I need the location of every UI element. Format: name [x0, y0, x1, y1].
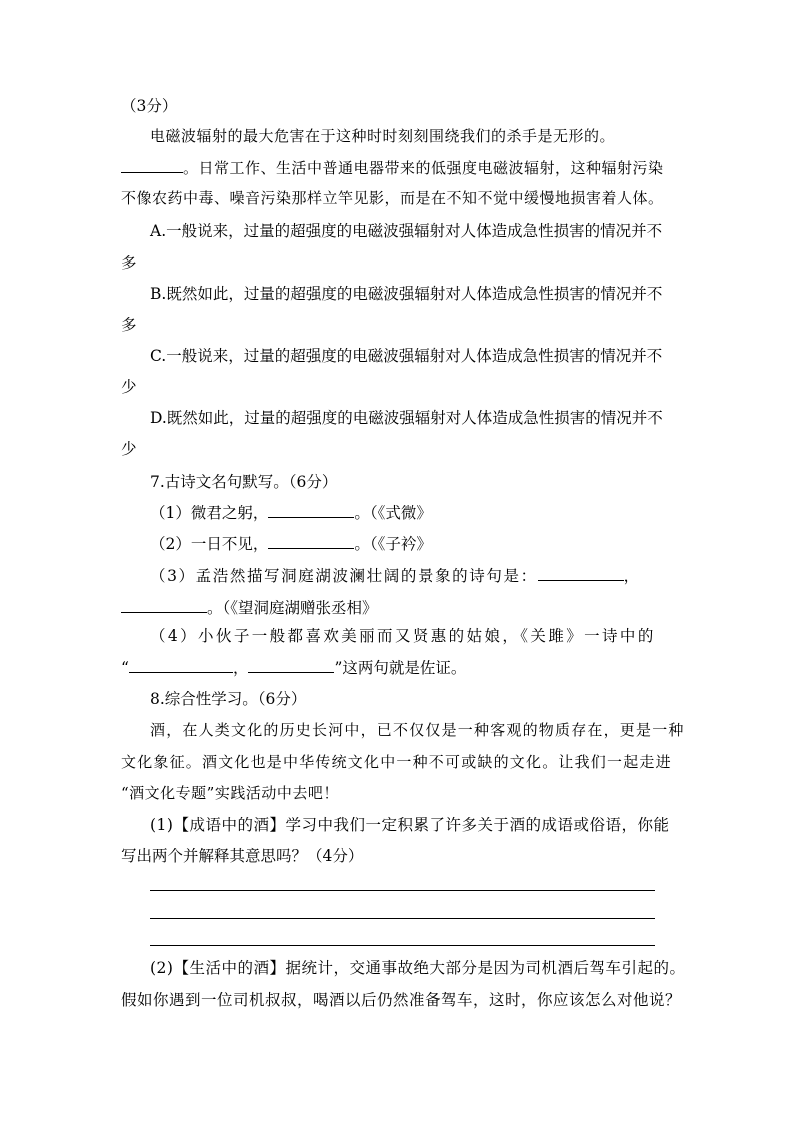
- q7-item4-line1: （4）小伙子一般都喜欢美丽而又贤惠的姑娘，《关雎》一诗中的: [150, 627, 656, 645]
- q7-item4-line2: [121, 657, 466, 678]
- q7-item2-blank[interactable]: [268, 533, 354, 549]
- q7-item2-prefix: （2）一日不见，: [150, 535, 269, 553]
- q7-item3-blank1[interactable]: [538, 565, 624, 581]
- q7-title: 7.古诗文名句默写。（6分）: [150, 473, 338, 491]
- q6-option-c-cont: 少: [121, 378, 137, 396]
- q6-passage-line2-text: 。日常工作、生活中普通电器带来的低强度电磁波辐射，这种辐射污染: [183, 159, 664, 177]
- q6-option-a[interactable]: A.一般说来，过量的超强度的电磁波强辐射对人体造成急性损害的情况并不: [150, 222, 663, 240]
- q7-item4-blank2[interactable]: [248, 657, 334, 673]
- q7-item1-suffix: 。（《式微》: [354, 504, 432, 522]
- q7-item4-comma: ，: [232, 659, 249, 677]
- q8-title: 8.综合性学习。（6分）: [150, 690, 307, 708]
- q7-item4-blank1[interactable]: [129, 657, 233, 673]
- q8-sub1-line2: 写出两个并解释其意思吗？（4分）: [121, 847, 364, 865]
- q6-score: （3分）: [121, 97, 178, 115]
- q6-passage-line3: 不像农药中毒、噪音污染那样立竿见影，而是在不知不觉中缓慢地损害着人体。: [121, 189, 664, 207]
- q6-passage-line1: 电磁波辐射的最大危害在于这种时时刻刻围绕我们的杀手是无形的。: [150, 127, 616, 145]
- q8-sub2-line2: 假如你遇到一位司机叔叔，喝酒以后仍然准备驾车，这时，你应该怎么对他说？: [121, 991, 682, 1009]
- q7-item3-line2: [121, 597, 378, 618]
- q6-passage-line2: [121, 157, 664, 178]
- q6-option-b-cont: 多: [121, 316, 137, 334]
- q6-option-c[interactable]: C.一般说来，过量的超强度的电磁波强辐射对人体造成急性损害的情况并不: [150, 347, 663, 365]
- q7-item3-suffix: 。（《望洞庭湖赠张丞相》: [207, 599, 378, 617]
- q6-option-a-cont: 多: [121, 254, 137, 272]
- q6-option-b[interactable]: B.既然如此，过量的超强度的电磁波强辐射对人体造成急性损害的情况并不: [150, 285, 663, 303]
- q7-item1-prefix: （1）微君之躬，: [150, 504, 269, 522]
- answer-line-2[interactable]: [150, 918, 655, 919]
- q8-intro-line1: 酒，在人类文化的历史长河中，已不仅仅是一种客观的物质存在，更是一种: [150, 721, 685, 739]
- q7-item3-blank2[interactable]: [121, 597, 207, 613]
- q7-item4-suffix: ”这两句就是佐证。: [334, 659, 467, 677]
- q8-sub2-line1: (2)【生活中的酒】据统计，交通事故绝大部分是因为司机酒后驾车引起的。: [150, 959, 686, 977]
- q8-intro-line2: 文化象征。酒文化也是中华传统文化中一种不可或缺的文化。让我们一起走进: [121, 753, 672, 771]
- q7-item1: [150, 502, 432, 523]
- q7-item3-line1: [150, 565, 641, 586]
- q7-item2: [150, 533, 432, 554]
- q6-option-d[interactable]: D.既然如此，过量的超强度的电磁波强辐射对人体造成急性损害的情况并不: [150, 409, 663, 427]
- q7-item4-open-quote: “: [121, 659, 129, 677]
- q8-intro-line3: “酒文化专题”实践活动中去吧！: [121, 784, 339, 802]
- q6-answer-blank[interactable]: [121, 157, 183, 173]
- q8-sub1-line1: (1)【成语中的酒】学习中我们一定积累了许多关于酒的成语或俗语，你能: [150, 816, 670, 834]
- q7-item3-text: （3）孟浩然描写洞庭湖波澜壮阔的景象的诗句是：: [150, 567, 538, 585]
- q7-item2-suffix: 。（《子衿》: [354, 535, 432, 553]
- q6-option-d-cont: 少: [121, 440, 137, 458]
- answer-line-3[interactable]: [150, 945, 655, 946]
- answer-line-1[interactable]: [150, 890, 655, 891]
- q7-item1-blank[interactable]: [268, 502, 354, 518]
- q7-item3-comma: ，: [623, 567, 641, 585]
